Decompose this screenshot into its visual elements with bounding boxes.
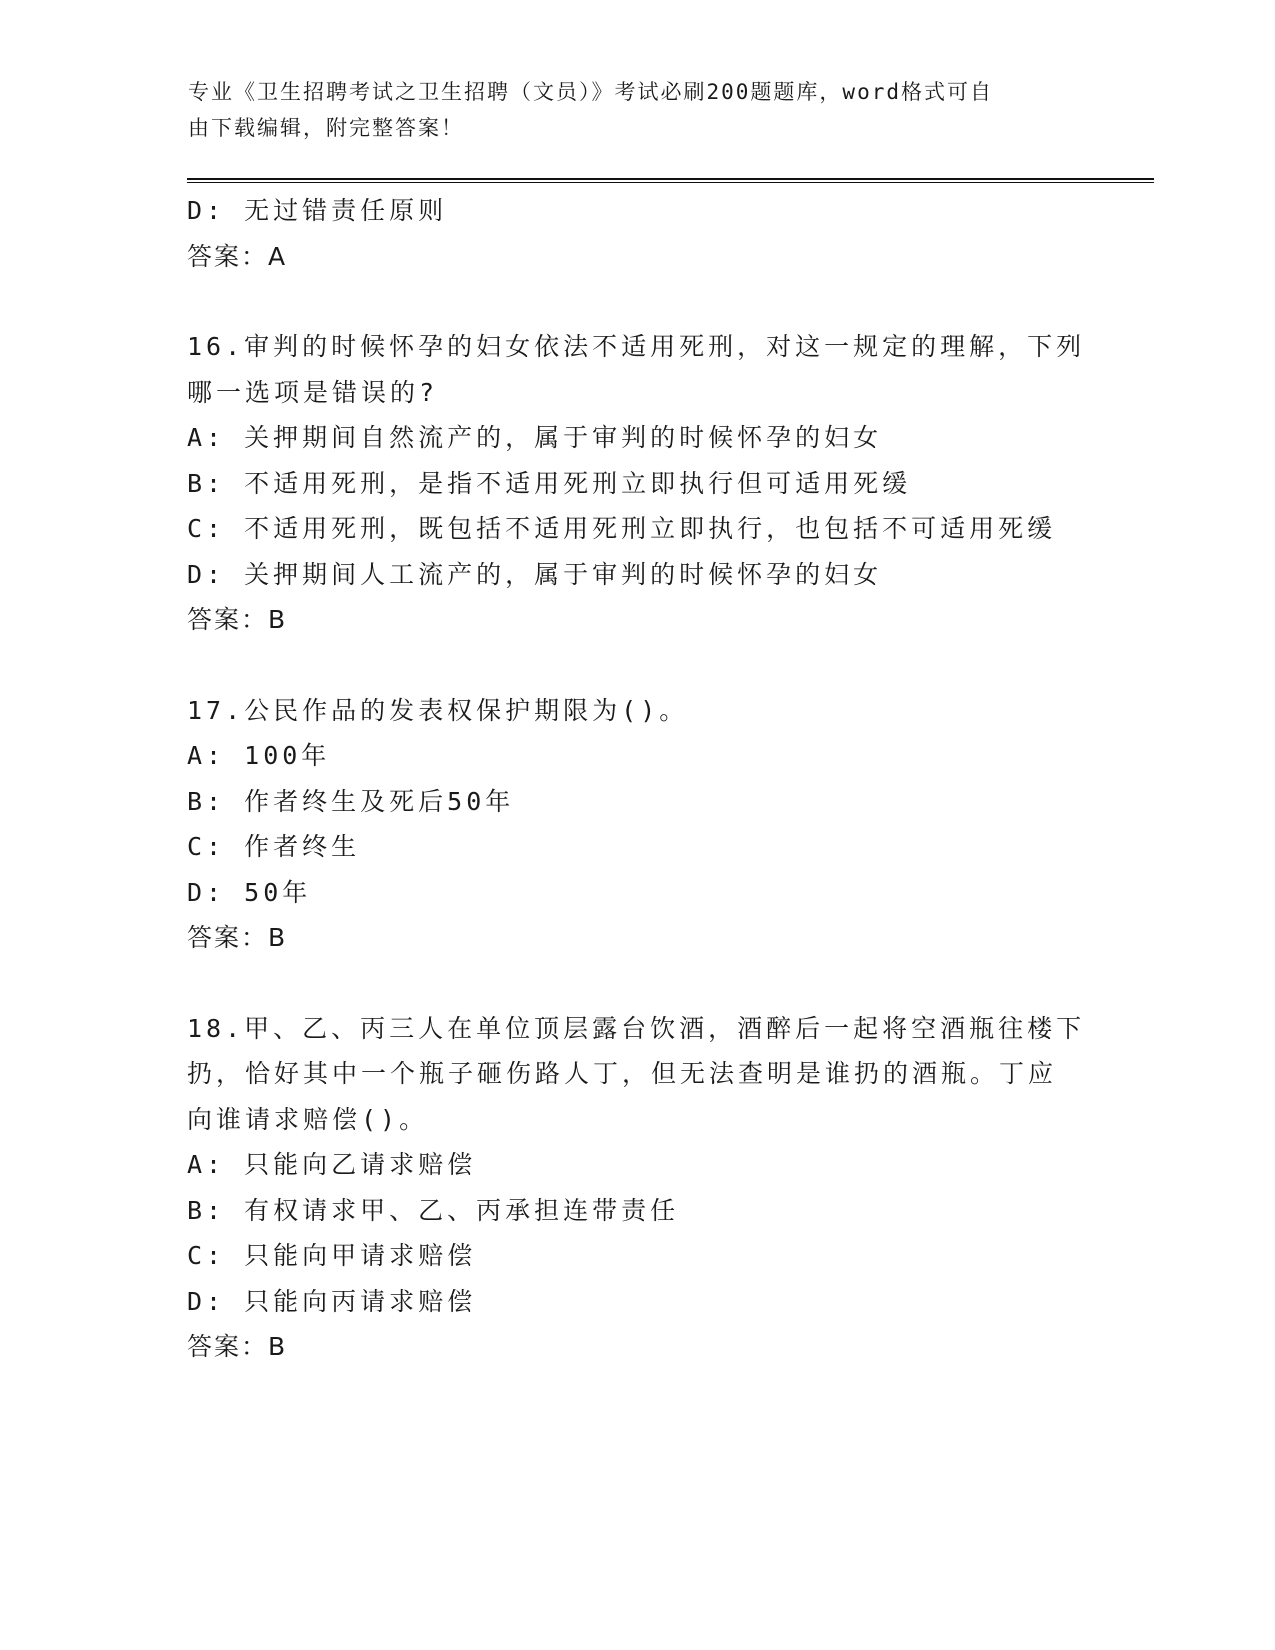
spacer [187, 961, 1087, 1006]
question-16 [187, 324, 1087, 643]
answer-line: 答案：B [187, 605, 288, 634]
question-text: 哪一选项是错误的? [187, 377, 439, 407]
question-text: 向谁请求赔偿()。 [187, 1104, 429, 1134]
spacer [187, 279, 1087, 324]
header-line-2: 由下载编辑，附完整答案！ [188, 116, 464, 140]
question-15-tail [187, 188, 1087, 279]
option-d: D: 50年 [187, 877, 312, 907]
option-a: A: 100年 [187, 741, 331, 770]
document-header [188, 74, 1068, 146]
option-d: D: 无过错责任原则 [187, 196, 448, 225]
option-a: A: 关押期间自然流产的，属于审判的时候怀孕的妇女 [187, 423, 883, 452]
question-text: 18.甲、乙、丙三人在单位顶层露台饮酒，酒醉后一起将空酒瓶往楼下 [187, 1013, 1086, 1043]
option-b: B: 作者终生及死后50年 [187, 786, 515, 816]
answer-line: 答案：A [187, 241, 288, 271]
question-text: 17.公民作品的发表权保护期限为()。 [187, 695, 689, 725]
option-b: B: 有权请求甲、乙、丙承担连带责任 [187, 1195, 680, 1225]
header-line-1: 专业《卫生招聘考试之卫生招聘（文员）》考试必刷200题题库，word格式可自 [188, 80, 993, 104]
answer-line: 答案：B [187, 1332, 288, 1361]
option-d: D: 关押期间人工流产的，属于审判的时候怀孕的妇女 [187, 559, 883, 589]
answer-line: 答案：B [187, 923, 288, 952]
header-divider [187, 178, 1154, 183]
option-b: B: 不适用死刑，是指不适用死刑立即执行但可适用死缓 [187, 468, 912, 498]
spacer [187, 643, 1087, 688]
question-list [187, 188, 1087, 1370]
option-d: D: 只能向丙请求赔偿 [187, 1286, 477, 1316]
question-18 [187, 1006, 1087, 1370]
option-a: A: 只能向乙请求赔偿 [187, 1150, 477, 1179]
question-text: 16.审判的时候怀孕的妇女依法不适用死刑，对这一规定的理解，下列 [187, 332, 1086, 361]
question-17 [187, 688, 1087, 961]
question-text: 扔，恰好其中一个瓶子砸伤路人丁，但无法查明是谁扔的酒瓶。丁应 [187, 1059, 1058, 1088]
option-c: C: 不适用死刑，既包括不适用死刑立即执行，也包括不可适用死缓 [187, 514, 1057, 543]
option-c: C: 只能向甲请求赔偿 [187, 1241, 477, 1270]
option-c: C: 作者终生 [187, 832, 361, 861]
